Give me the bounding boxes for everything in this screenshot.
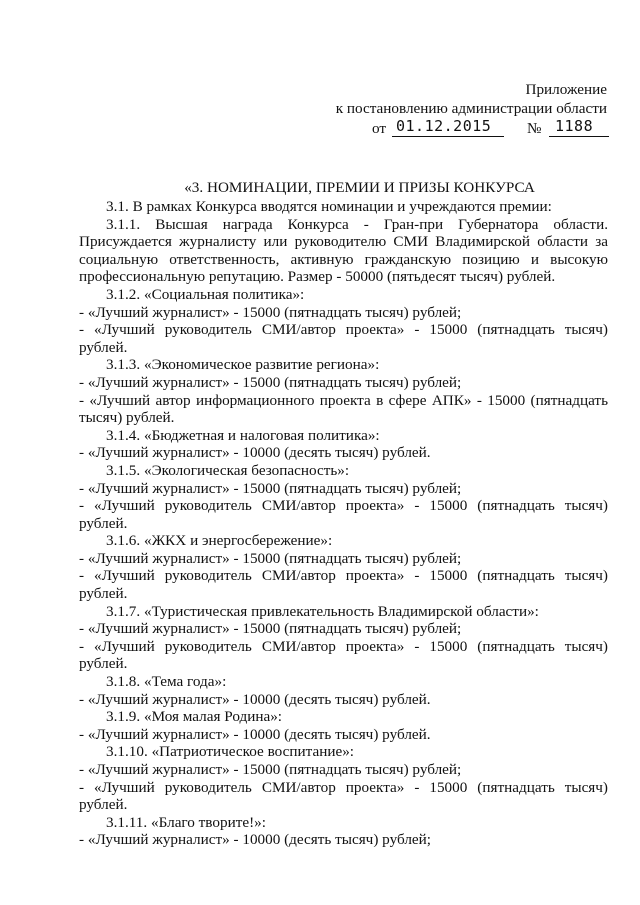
clause-paragraph: 3.1.1. Высшая награда Конкурса - Гран-при Губернатора области. Присуждается журналисту или руководителю СМИ Владимирской области за социальную ответственность, активную гражданскую позицию и высокую профессиональную репутацию. Размер - 50000 (пятьдесят тысяч) рублей. bbox=[79, 215, 608, 286]
appendix-title: Приложение bbox=[525, 81, 607, 98]
nomination-item: - «Лучший журналист» - 15000 (пятнадцать тысяч) рублей; bbox=[79, 761, 462, 778]
decree-number: 1188 bbox=[555, 117, 594, 135]
nomination-item: - «Лучший журналист» - 15000 (пятнадцать тысяч) рублей; bbox=[79, 373, 462, 391]
clause-paragraph: 3.1.11. «Благо творите!»: bbox=[106, 813, 266, 831]
clause-paragraph: 3.1.7. «Туристическая привлекательность Владимирской области»: bbox=[106, 602, 539, 620]
section-title: «3. НОМИНАЦИИ, ПРЕМИИ И ПРИЗЫ КОНКУРСА bbox=[184, 179, 535, 196]
nomination-item: - «Лучший журналист» - 15000 (пятнадцать тысяч) рублей; bbox=[79, 549, 462, 567]
nomination-item: - «Лучший автор информационного проекта в сфере АПК» - 15000 (пятнадцать тысяч) рублей. bbox=[79, 391, 608, 427]
clause-paragraph: 3.1.6. «ЖКХ и энергосбережение»: bbox=[106, 532, 333, 550]
number-prefix: № bbox=[527, 120, 542, 137]
clause-paragraph: 3.1.3. «Экономическое развитие региона»: bbox=[106, 356, 380, 374]
nomination-item: - «Лучший журналист» - 15000 (пятнадцать тысяч) рублей; bbox=[79, 620, 462, 638]
clause-paragraph: 3.1. В рамках Конкурса вводятся номинации и учреждаются премии: bbox=[106, 198, 552, 215]
clause-paragraph: 3.1.9. «Моя малая Родина»: bbox=[106, 708, 283, 726]
number-underline bbox=[549, 136, 609, 137]
nomination-item: - «Лучший журналист» - 10000 (десять тысяч) рублей. bbox=[79, 690, 431, 708]
nomination-item: - «Лучший руководитель СМИ/автор проекта» - 15000 (пятнадцать тысяч) рублей. bbox=[79, 637, 608, 673]
paragraph-list bbox=[79, 198, 608, 849]
clause-paragraph: 3.1.10. «Патриотическое воспитание»: bbox=[106, 743, 355, 761]
nomination-item: - «Лучший журналист» - 10000 (десять тысяч) рублей. bbox=[79, 444, 431, 462]
nomination-item: - «Лучший журналист» - 15000 (пятнадцать тысяч) рублей; bbox=[79, 303, 462, 321]
nomination-item: - «Лучший журналист» - 10000 (десять тысяч) рублей. bbox=[79, 725, 431, 743]
decree-date-number-row bbox=[372, 118, 612, 140]
date-underline bbox=[392, 136, 504, 137]
nomination-item: - «Лучший руководитель СМИ/автор проекта» - 15000 (пятнадцать тысяч) рублей. bbox=[79, 497, 608, 532]
nomination-item: - «Лучший руководитель СМИ/автор проекта» - 15000 (пятнадцать тысяч) рублей. bbox=[79, 321, 608, 356]
clause-paragraph: 3.1.4. «Бюджетная и налоговая политика»: bbox=[106, 426, 380, 444]
nomination-item: - «Лучший руководитель СМИ/автор проекта» - 15000 (пятнадцать тысяч) рублей. bbox=[79, 778, 608, 814]
document-body bbox=[79, 179, 608, 849]
appendix-reference: к постановлению администрации области bbox=[335, 100, 607, 117]
appendix-header bbox=[336, 80, 607, 118]
clause-paragraph: 3.1.8. «Тема года»: bbox=[106, 673, 227, 691]
decree-date: 01.12.2015 bbox=[396, 117, 492, 135]
nomination-item: - «Лучший руководитель СМИ/автор проекта» - 15000 (пятнадцать тысяч) рублей. bbox=[79, 567, 608, 603]
nomination-item: - «Лучший журналист» - 15000 (пятнадцать тысяч) рублей; bbox=[79, 479, 462, 497]
clause-paragraph: 3.1.2. «Социальная политика»: bbox=[106, 285, 305, 303]
nomination-item: - «Лучший журналист» - 10000 (десять тысяч) рублей; bbox=[79, 831, 431, 849]
clause-paragraph: 3.1.5. «Экологическая безопасность»: bbox=[106, 461, 350, 479]
date-prefix: от bbox=[372, 120, 387, 137]
